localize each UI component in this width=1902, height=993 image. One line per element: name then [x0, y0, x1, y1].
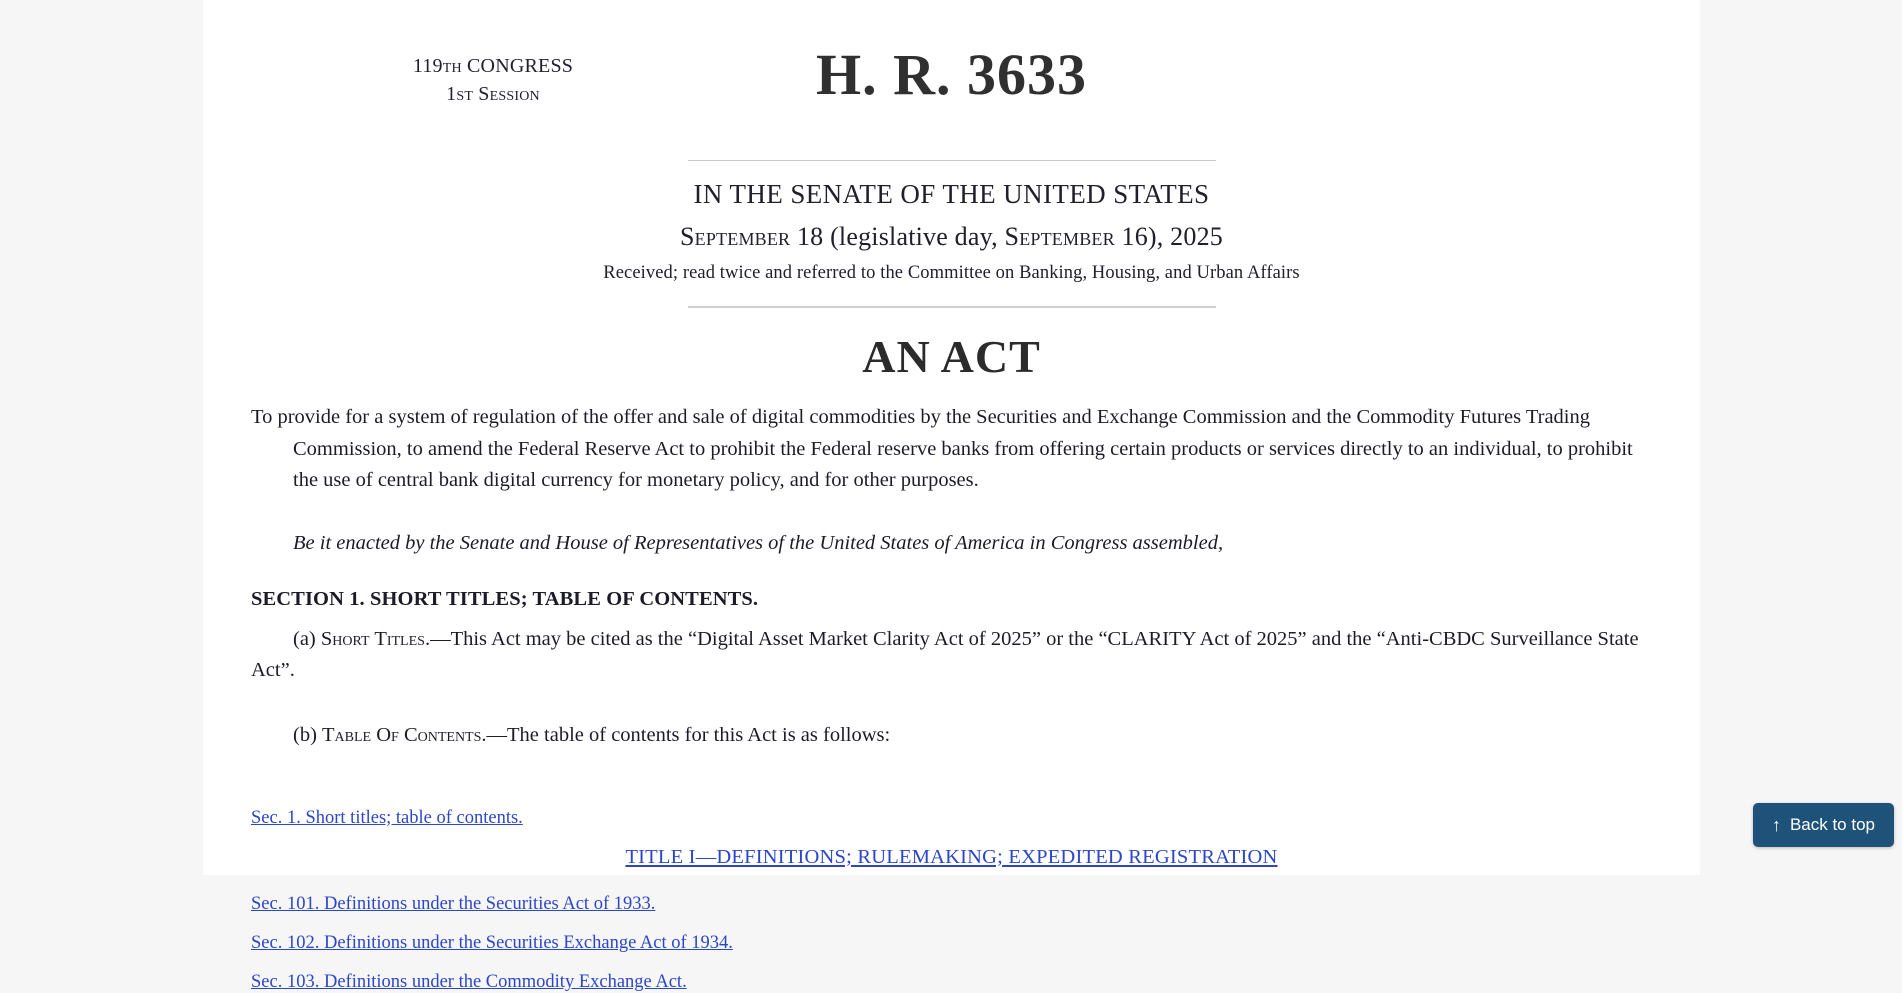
- session-word: Session: [473, 83, 540, 106]
- toc-link-title-1[interactable]: TITLE I—DEFINITIONS; RULEMAKING; EXPEDITED REGISTRATION: [625, 845, 1278, 868]
- toc-link-sec-1[interactable]: Sec. 1. Short titles; table of contents.: [251, 807, 523, 828]
- masthead: [251, 0, 1652, 122]
- enacting-clause: Be it enacted by the Senate and House of Representatives of the United States of America in Congress assembled,: [293, 531, 1224, 554]
- date-month-1: September: [679, 221, 791, 251]
- chamber-line: IN THE SENATE OF THE UNITED STATES: [693, 179, 1210, 209]
- document-sheet: [203, 0, 1700, 993]
- divider-rule-top: [688, 160, 1216, 161]
- subsection-a: [251, 624, 1652, 686]
- long-title: [251, 402, 1652, 496]
- toc-entry[interactable]: [251, 932, 1652, 954]
- long-title-line-2: Commission, to amend the Federal Reserve Act to prohibit the Federal reserve banks from offering certain products or services directly to an individual, to prohibit the use of central bank digital currency for monetary policy, and for other purposes.: [293, 437, 1633, 492]
- date-month-2: September: [1004, 221, 1115, 251]
- subsection-b: [251, 720, 1652, 751]
- session-ordinal: st: [456, 83, 474, 106]
- back-to-top-label: Back to top: [1789, 815, 1875, 834]
- document-content: [203, 0, 1700, 993]
- long-title-line-1: To provide for a system of regulation of the offer and sale of digital commodities by the Securities and Exchange Commission and the Commodity Futures Trading: [251, 406, 1590, 429]
- subsection-b-marker: (b): [293, 723, 323, 746]
- date-part-1: 18 (legislative day,: [790, 221, 1005, 251]
- subsection-a-text: .—This Act may be cited as the “Digital Asset Market Clarity Act of 2025” or the “CLARITY Act of 2025” and the “Anti-CBDC Surveillance State Act”.: [251, 628, 1639, 682]
- date-part-2: 16), 2025: [1114, 221, 1223, 251]
- toc-link-sec-101[interactable]: Sec. 101. Definitions under the Securities Act of 1933.: [251, 893, 656, 914]
- act-title: AN ACT: [862, 331, 1041, 383]
- divider-rule-bottom: [688, 306, 1216, 308]
- back-to-top-button[interactable]: [1753, 803, 1894, 847]
- section-heading: SECTION 1. SHORT TITLES; TABLE OF CONTENTS.: [251, 588, 759, 611]
- toc-entry[interactable]: [251, 971, 1652, 993]
- toc-title-heading[interactable]: [251, 846, 1652, 869]
- subsection-b-caption: Table Of Contents: [322, 723, 482, 746]
- toc-link-sec-103[interactable]: Sec. 103. Definitions under the Commodity Exchange Act.: [251, 972, 687, 993]
- date-line: [251, 223, 1652, 252]
- received-line: Received; read twice and referred to the Committee on Banking, Housing, and Urban Affairs: [603, 263, 1300, 284]
- congress-number: 119: [412, 55, 443, 77]
- subsection-a-caption: Short Titles: [320, 628, 425, 651]
- congress-word: CONGRESS: [461, 55, 574, 77]
- toc-link-sec-102[interactable]: Sec. 102. Definitions under the Securities Exchange Act of 1934.: [251, 933, 733, 954]
- document-body: [251, 402, 1652, 993]
- toc-entry[interactable]: [251, 807, 1652, 829]
- arrow-up-icon: ↑: [1771, 815, 1781, 835]
- senate-block: [251, 180, 1652, 284]
- subsection-b-text: .—The table of contents for this Act is as follows:: [481, 723, 891, 746]
- toc-entry[interactable]: [251, 893, 1652, 915]
- subsection-a-marker: (a): [293, 628, 321, 651]
- session-number: 1: [446, 83, 457, 106]
- table-of-contents: [251, 807, 1652, 993]
- congress-ordinal: th: [442, 55, 462, 77]
- bill-number: H. R. 3633: [816, 42, 1087, 107]
